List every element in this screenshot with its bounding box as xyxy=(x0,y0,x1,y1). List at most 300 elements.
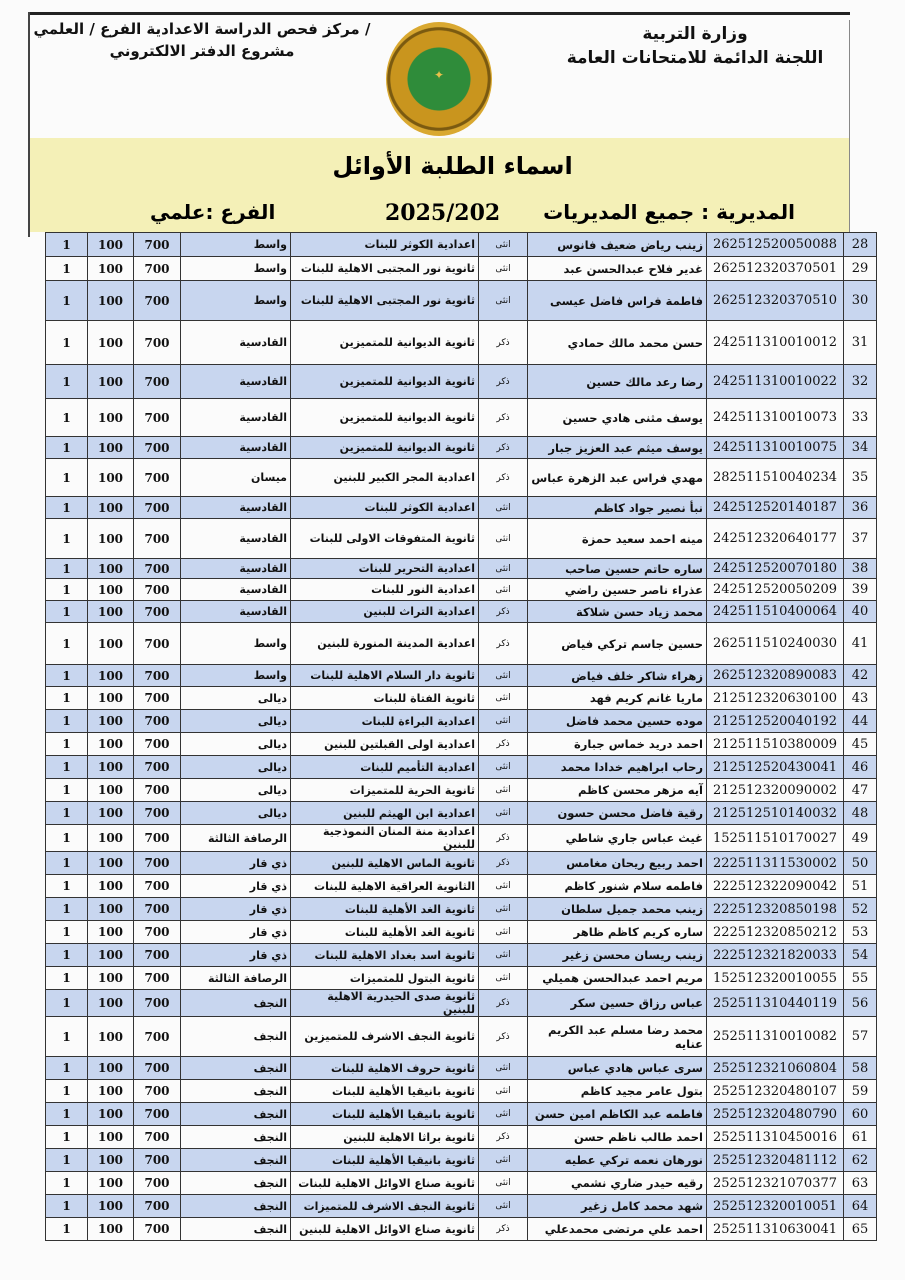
directorate-cell: واسط xyxy=(181,233,291,257)
directorate-cell: النجف xyxy=(181,1195,291,1218)
percentage-cell: 100 xyxy=(88,990,134,1017)
directorate-cell: ذي قار xyxy=(181,852,291,875)
sequence-number-cell: 28 xyxy=(844,233,877,257)
total-score-cell: 700 xyxy=(134,779,181,802)
directorate-cell: القادسية xyxy=(181,497,291,519)
percentage-cell: 100 xyxy=(88,281,134,321)
exam-number-cell: 212511510380009 xyxy=(707,733,844,756)
directorate-cell: ديالى xyxy=(181,802,291,825)
table-row xyxy=(46,1149,877,1172)
sequence-number-cell: 36 xyxy=(844,497,877,519)
school-name-cell: ثانوية حروف الاهلية للبنات xyxy=(291,1057,479,1080)
center-heading xyxy=(32,18,372,62)
student-name-cell: عباس رزاق حسين سكر xyxy=(528,990,707,1017)
gender-cell: ذكر xyxy=(479,1126,528,1149)
sequence-number-cell: 56 xyxy=(844,990,877,1017)
total-score-cell: 700 xyxy=(134,281,181,321)
gender-cell: ذكر xyxy=(479,321,528,365)
directorate-cell: القادسية xyxy=(181,579,291,601)
student-name-cell: عذراء ناصر حسين راضي xyxy=(528,579,707,601)
total-score-cell: 700 xyxy=(134,665,181,687)
rank-cell: 1 xyxy=(46,399,88,437)
school-name-cell: ثانوية الديوانية للمتميزين xyxy=(291,365,479,399)
percentage-cell: 100 xyxy=(88,875,134,898)
table-row xyxy=(46,990,877,1017)
directorate-cell: ديالى xyxy=(181,687,291,710)
sequence-number-cell: 58 xyxy=(844,1057,877,1080)
percentage-cell: 100 xyxy=(88,257,134,281)
total-score-cell: 700 xyxy=(134,601,181,623)
exam-number-cell: 222512320850212 xyxy=(707,921,844,944)
rank-cell: 1 xyxy=(46,756,88,779)
gender-cell: انثى xyxy=(479,1172,528,1195)
exam-number-cell: 262512320370501 xyxy=(707,257,844,281)
student-name-cell: آيه مزهر محسن كاظم xyxy=(528,779,707,802)
sequence-number-cell: 30 xyxy=(844,281,877,321)
percentage-cell: 100 xyxy=(88,1172,134,1195)
exam-number-cell: 282511510040234 xyxy=(707,459,844,497)
school-name-cell: ثانوية دار السلام الاهلية للبنات xyxy=(291,665,479,687)
ministry-name: وزارة التربية xyxy=(642,24,748,44)
table-row xyxy=(46,321,877,365)
school-name-cell: ثانوية نور المجتبى الاهلية للبنات xyxy=(291,257,479,281)
rank-cell: 1 xyxy=(46,437,88,459)
percentage-cell: 100 xyxy=(88,321,134,365)
student-name-cell: زينب ريسان محسن زغير xyxy=(528,944,707,967)
rank-cell: 1 xyxy=(46,1017,88,1057)
table-row xyxy=(46,1172,877,1195)
sequence-number-cell: 47 xyxy=(844,779,877,802)
total-score-cell: 700 xyxy=(134,710,181,733)
gender-cell: ذكر xyxy=(479,437,528,459)
exam-number-cell: 242511310010022 xyxy=(707,365,844,399)
directorate-cell: القادسية xyxy=(181,437,291,459)
rank-cell: 1 xyxy=(46,497,88,519)
school-name-cell: ثانوية صدى الحيدرية الاهلية للبنين xyxy=(291,990,479,1017)
directorate-cell: واسط xyxy=(181,665,291,687)
sequence-number-cell: 29 xyxy=(844,257,877,281)
exam-number-cell: 242511310010075 xyxy=(707,437,844,459)
rank-cell: 1 xyxy=(46,990,88,1017)
exam-number-cell: 242512520140187 xyxy=(707,497,844,519)
page-title: اسماء الطلبة الأوائل xyxy=(332,152,573,180)
school-name-cell: ثانوية النجف الاشرف للمتميزين xyxy=(291,1017,479,1057)
sequence-number-cell: 59 xyxy=(844,1080,877,1103)
rank-cell: 1 xyxy=(46,519,88,559)
table-row xyxy=(46,710,877,733)
rank-cell: 1 xyxy=(46,802,88,825)
table-row xyxy=(46,921,877,944)
percentage-cell: 100 xyxy=(88,1195,134,1218)
sequence-number-cell: 32 xyxy=(844,365,877,399)
total-score-cell: 700 xyxy=(134,825,181,852)
percentage-cell: 100 xyxy=(88,1057,134,1080)
percentage-cell: 100 xyxy=(88,399,134,437)
rank-cell: 1 xyxy=(46,257,88,281)
student-name-cell: حسين جاسم تركي فياض xyxy=(528,623,707,665)
academic-year: 2025/202 xyxy=(385,200,501,226)
percentage-cell: 100 xyxy=(88,1080,134,1103)
student-name-cell: مهدي فراس عبد الزهرة عباس xyxy=(528,459,707,497)
directorate-cell: النجف xyxy=(181,1017,291,1057)
school-name-cell: ثانوية صناع الاوائل الاهلية للبنين xyxy=(291,1218,479,1241)
exam-number-cell: 242512520070180 xyxy=(707,559,844,579)
gender-cell: انثى xyxy=(479,944,528,967)
percentage-cell: 100 xyxy=(88,802,134,825)
sequence-number-cell: 34 xyxy=(844,437,877,459)
total-score-cell: 700 xyxy=(134,687,181,710)
ministry-seal-logo: ✦ xyxy=(386,22,492,136)
directorate-cell: النجف xyxy=(181,1057,291,1080)
percentage-cell: 100 xyxy=(88,852,134,875)
gender-cell: انثى xyxy=(479,687,528,710)
rank-cell: 1 xyxy=(46,601,88,623)
total-score-cell: 700 xyxy=(134,1126,181,1149)
table-row xyxy=(46,898,877,921)
total-score-cell: 700 xyxy=(134,1103,181,1126)
exam-number-cell: 262512320890083 xyxy=(707,665,844,687)
student-name-cell: نورهان نعمه تركي عطيه xyxy=(528,1149,707,1172)
exam-number-cell: 212512320630100 xyxy=(707,687,844,710)
sequence-number-cell: 62 xyxy=(844,1149,877,1172)
rank-cell: 1 xyxy=(46,944,88,967)
total-score-cell: 700 xyxy=(134,733,181,756)
school-name-cell: اعدادية منة المنان النموذجية للبنين xyxy=(291,825,479,852)
sequence-number-cell: 63 xyxy=(844,1172,877,1195)
student-name-cell: ساره حاتم حسين صاحب xyxy=(528,559,707,579)
exam-number-cell: 222512322090042 xyxy=(707,875,844,898)
school-name-cell: اعدادية النور للبنات xyxy=(291,579,479,601)
total-score-cell: 700 xyxy=(134,519,181,559)
directorate-cell: القادسية xyxy=(181,365,291,399)
school-name-cell: ثانوية صناع الاوائل الاهلية للبنات xyxy=(291,1172,479,1195)
rank-cell: 1 xyxy=(46,365,88,399)
percentage-cell: 100 xyxy=(88,437,134,459)
student-name-cell: احمد طالب ناظم حسن xyxy=(528,1126,707,1149)
directorate-cell: واسط xyxy=(181,281,291,321)
table-row xyxy=(46,1080,877,1103)
gender-cell: انثى xyxy=(479,921,528,944)
table-row xyxy=(46,579,877,601)
exam-number-cell: 222511311530002 xyxy=(707,852,844,875)
table-row xyxy=(46,687,877,710)
table-row xyxy=(46,1057,877,1080)
gender-cell: انثى xyxy=(479,579,528,601)
sequence-number-cell: 35 xyxy=(844,459,877,497)
table-row xyxy=(46,459,877,497)
table-row xyxy=(46,852,877,875)
total-score-cell: 700 xyxy=(134,579,181,601)
exam-number-cell: 212512320090002 xyxy=(707,779,844,802)
gender-cell: انثى xyxy=(479,497,528,519)
center-line-2: مشروع الدفتر الالكتروني xyxy=(109,42,295,60)
sequence-number-cell: 55 xyxy=(844,967,877,990)
rank-cell: 1 xyxy=(46,1126,88,1149)
school-name-cell: ثانوية اسد بغداد الاهلية للبنات xyxy=(291,944,479,967)
percentage-cell: 100 xyxy=(88,519,134,559)
gender-cell: ذكر xyxy=(479,399,528,437)
percentage-cell: 100 xyxy=(88,665,134,687)
percentage-cell: 100 xyxy=(88,233,134,257)
directorate-cell: النجف xyxy=(181,1103,291,1126)
school-name-cell: الثانوية العراقية الاهلية للبنات xyxy=(291,875,479,898)
directorate-cell: ذي قار xyxy=(181,898,291,921)
exam-number-cell: 252512320010051 xyxy=(707,1195,844,1218)
total-score-cell: 700 xyxy=(134,399,181,437)
student-name-cell: ماريا غانم كريم فهد xyxy=(528,687,707,710)
rank-cell: 1 xyxy=(46,233,88,257)
sequence-number-cell: 41 xyxy=(844,623,877,665)
sequence-number-cell: 38 xyxy=(844,559,877,579)
rank-cell: 1 xyxy=(46,852,88,875)
student-name-cell: غيث عباس جاري شاطي xyxy=(528,825,707,852)
student-name-cell: بتول عامر مجيد كاظم xyxy=(528,1080,707,1103)
school-name-cell: ثانوية الماس الاهلية للبنين xyxy=(291,852,479,875)
gender-cell: انثى xyxy=(479,875,528,898)
exam-number-cell: 212512520040192 xyxy=(707,710,844,733)
gender-cell: ذكر xyxy=(479,852,528,875)
student-name-cell: احمد ربيع ريحان مغامس xyxy=(528,852,707,875)
table-row xyxy=(46,281,877,321)
directorate-cell: الرصافة الثالثة xyxy=(181,967,291,990)
rank-cell: 1 xyxy=(46,1172,88,1195)
percentage-cell: 100 xyxy=(88,756,134,779)
sequence-number-cell: 43 xyxy=(844,687,877,710)
total-score-cell: 700 xyxy=(134,257,181,281)
percentage-cell: 100 xyxy=(88,459,134,497)
percentage-cell: 100 xyxy=(88,710,134,733)
gender-cell: ذكر xyxy=(479,1017,528,1057)
gender-cell: ذكر xyxy=(479,733,528,756)
header-top-rule xyxy=(28,12,850,15)
sequence-number-cell: 60 xyxy=(844,1103,877,1126)
gender-cell: انثى xyxy=(479,233,528,257)
percentage-cell: 100 xyxy=(88,601,134,623)
sequence-number-cell: 48 xyxy=(844,802,877,825)
total-score-cell: 700 xyxy=(134,365,181,399)
directorate-cell: القادسية xyxy=(181,601,291,623)
exam-number-cell: 152511510170027 xyxy=(707,825,844,852)
total-score-cell: 700 xyxy=(134,559,181,579)
gender-cell: ذكر xyxy=(479,990,528,1017)
school-name-cell: ثانوية البتول للمتميزات xyxy=(291,967,479,990)
table-row xyxy=(46,733,877,756)
exam-number-cell: 252512320480107 xyxy=(707,1080,844,1103)
directorate-cell: ذي قار xyxy=(181,875,291,898)
top-students-table xyxy=(45,232,877,1241)
sequence-number-cell: 50 xyxy=(844,852,877,875)
exam-number-cell: 242511510400064 xyxy=(707,601,844,623)
sequence-number-cell: 54 xyxy=(844,944,877,967)
percentage-cell: 100 xyxy=(88,921,134,944)
total-score-cell: 700 xyxy=(134,852,181,875)
school-name-cell: اعدادية ابن الهيثم للبنين xyxy=(291,802,479,825)
student-name-cell: رقيه حيدر ضاري نشمي xyxy=(528,1172,707,1195)
student-name-cell: فاطمه عبد الكاظم امين حسن xyxy=(528,1103,707,1126)
table-row xyxy=(46,1218,877,1241)
branch-label: الفرع :علمي xyxy=(150,200,276,224)
exam-number-cell: 252511310450016 xyxy=(707,1126,844,1149)
sequence-number-cell: 57 xyxy=(844,1017,877,1057)
student-name-cell: محمد زياد حسن شلاكة xyxy=(528,601,707,623)
exam-number-cell: 262511510240030 xyxy=(707,623,844,665)
total-score-cell: 700 xyxy=(134,990,181,1017)
school-name-cell: ثانوية الغد الأهلية للبنات xyxy=(291,921,479,944)
total-score-cell: 700 xyxy=(134,321,181,365)
total-score-cell: 700 xyxy=(134,1149,181,1172)
total-score-cell: 700 xyxy=(134,1017,181,1057)
committee-name: اللجنة الدائمة للامتحانات العامة xyxy=(566,48,824,68)
percentage-cell: 100 xyxy=(88,898,134,921)
school-name-cell: ثانوية الديوانية للمتميزين xyxy=(291,437,479,459)
student-name-cell: زينب رياض ضعيف فانوس xyxy=(528,233,707,257)
directorate-cell: ديالى xyxy=(181,779,291,802)
school-name-cell: ثانوية المتفوقات الاولى للبنات xyxy=(291,519,479,559)
school-name-cell: ثانوية الغد الأهلية للبنات xyxy=(291,898,479,921)
school-name-cell: اعدادية التراث للبنين xyxy=(291,601,479,623)
table-row xyxy=(46,399,877,437)
sequence-number-cell: 64 xyxy=(844,1195,877,1218)
directorate-cell: ديالى xyxy=(181,733,291,756)
sequence-number-cell: 46 xyxy=(844,756,877,779)
exam-number-cell: 262512520050088 xyxy=(707,233,844,257)
exam-number-cell: 212512520430041 xyxy=(707,756,844,779)
rank-cell: 1 xyxy=(46,1195,88,1218)
directorate-cell: ذي قار xyxy=(181,944,291,967)
sequence-number-cell: 37 xyxy=(844,519,877,559)
total-score-cell: 700 xyxy=(134,497,181,519)
total-score-cell: 700 xyxy=(134,233,181,257)
table-row xyxy=(46,779,877,802)
header-right-rule xyxy=(849,20,850,235)
percentage-cell: 100 xyxy=(88,967,134,990)
total-score-cell: 700 xyxy=(134,898,181,921)
rank-cell: 1 xyxy=(46,825,88,852)
rank-cell: 1 xyxy=(46,875,88,898)
sequence-number-cell: 42 xyxy=(844,665,877,687)
table-row xyxy=(46,967,877,990)
exam-number-cell: 242511310010012 xyxy=(707,321,844,365)
total-score-cell: 700 xyxy=(134,802,181,825)
rank-cell: 1 xyxy=(46,459,88,497)
student-name-cell: يوسف ميثم عبد العزيز جبار xyxy=(528,437,707,459)
school-name-cell: اعدادية التأميم للبنات xyxy=(291,756,479,779)
table-row xyxy=(46,623,877,665)
exam-number-cell: 152512320010055 xyxy=(707,967,844,990)
percentage-cell: 100 xyxy=(88,579,134,601)
sequence-number-cell: 33 xyxy=(844,399,877,437)
school-name-cell: ثانوية الحرية للمتميزات xyxy=(291,779,479,802)
table-row xyxy=(46,519,877,559)
gender-cell: ذكر xyxy=(479,601,528,623)
table-row xyxy=(46,497,877,519)
school-name-cell: اعدادية التحرير للبنات xyxy=(291,559,479,579)
table-row xyxy=(46,1126,877,1149)
table-row xyxy=(46,257,877,281)
school-name-cell: ثانوية بانيقيا الأهلية للبنات xyxy=(291,1149,479,1172)
percentage-cell: 100 xyxy=(88,1218,134,1241)
rank-cell: 1 xyxy=(46,1080,88,1103)
percentage-cell: 100 xyxy=(88,687,134,710)
gender-cell: انثى xyxy=(479,1195,528,1218)
student-name-cell: مريم احمد عبدالحسن هميلي xyxy=(528,967,707,990)
percentage-cell: 100 xyxy=(88,365,134,399)
school-name-cell: ثانوية بانيقيا الأهلية للبنات xyxy=(291,1103,479,1126)
rank-cell: 1 xyxy=(46,967,88,990)
student-name-cell: رضا رعد مالك حسين xyxy=(528,365,707,399)
directorate-label: المديرية : جميع المديريات xyxy=(543,200,795,224)
total-score-cell: 700 xyxy=(134,1195,181,1218)
directorate-cell: القادسية xyxy=(181,519,291,559)
gender-cell: انثى xyxy=(479,710,528,733)
percentage-cell: 100 xyxy=(88,1017,134,1057)
exam-number-cell: 212512510140032 xyxy=(707,802,844,825)
gender-cell: انثى xyxy=(479,802,528,825)
total-score-cell: 700 xyxy=(134,437,181,459)
total-score-cell: 700 xyxy=(134,1218,181,1241)
gender-cell: انثى xyxy=(479,898,528,921)
gender-cell: انثى xyxy=(479,665,528,687)
exam-number-cell: 242511310010073 xyxy=(707,399,844,437)
student-name-cell: يوسف مثنى هادي حسين xyxy=(528,399,707,437)
total-score-cell: 700 xyxy=(134,756,181,779)
table-row xyxy=(46,601,877,623)
center-line-1: / مركز فحص الدراسة الاعدادية الفرع / العلمي xyxy=(33,20,371,38)
directorate-cell: النجف xyxy=(181,990,291,1017)
exam-number-cell: 222512321820033 xyxy=(707,944,844,967)
exam-number-cell: 262512320370510 xyxy=(707,281,844,321)
rank-cell: 1 xyxy=(46,921,88,944)
exam-number-cell: 252511310010082 xyxy=(707,1017,844,1057)
table-row xyxy=(46,1017,877,1057)
sequence-number-cell: 52 xyxy=(844,898,877,921)
table-row xyxy=(46,875,877,898)
school-name-cell: ثانوية بانيقيا الأهلية للبنات xyxy=(291,1080,479,1103)
percentage-cell: 100 xyxy=(88,1149,134,1172)
percentage-cell: 100 xyxy=(88,944,134,967)
school-name-cell: ثانوية الفتاة للبنات xyxy=(291,687,479,710)
directorate-cell: القادسية xyxy=(181,321,291,365)
sequence-number-cell: 53 xyxy=(844,921,877,944)
student-name-cell: ساره كريم كاظم ظاهر xyxy=(528,921,707,944)
table-row xyxy=(46,1103,877,1126)
percentage-cell: 100 xyxy=(88,733,134,756)
rank-cell: 1 xyxy=(46,321,88,365)
gender-cell: انثى xyxy=(479,1149,528,1172)
rank-cell: 1 xyxy=(46,1057,88,1080)
student-name-cell: سرى عباس هادي عباس xyxy=(528,1057,707,1080)
percentage-cell: 100 xyxy=(88,497,134,519)
sequence-number-cell: 31 xyxy=(844,321,877,365)
directorate-cell: الرصافة الثالثة xyxy=(181,825,291,852)
school-name-cell: اعدادية اولى القبلتين للبنين xyxy=(291,733,479,756)
sequence-number-cell: 51 xyxy=(844,875,877,898)
directorate-cell: النجف xyxy=(181,1126,291,1149)
gender-cell: انثى xyxy=(479,519,528,559)
school-name-cell: اعدادية المدينة المنورة للبنين xyxy=(291,623,479,665)
percentage-cell: 100 xyxy=(88,1126,134,1149)
gender-cell: ذكر xyxy=(479,459,528,497)
student-name-cell: رقية فاضل محسن حسون xyxy=(528,802,707,825)
table-row xyxy=(46,944,877,967)
student-name-cell: فاطمه سلام شنور كاظم xyxy=(528,875,707,898)
student-name-cell: احمد دريد خماس جبارة xyxy=(528,733,707,756)
gender-cell: انثى xyxy=(479,257,528,281)
student-name-cell: نبأ نصير جواد كاظم xyxy=(528,497,707,519)
rank-cell: 1 xyxy=(46,1149,88,1172)
directorate-cell: واسط xyxy=(181,623,291,665)
student-name-cell: احمد علي مرتضى محمدعلي xyxy=(528,1218,707,1241)
